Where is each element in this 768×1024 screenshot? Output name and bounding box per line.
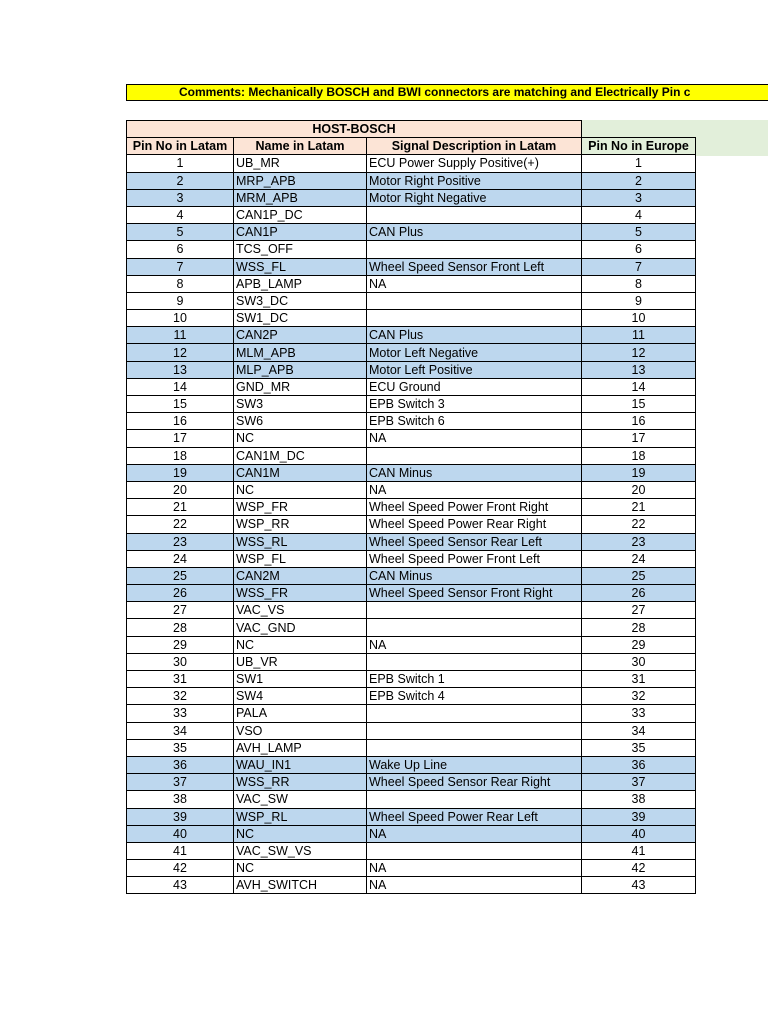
cell-pin-latam[interactable]: 29 [127,636,234,653]
table-row[interactable] [127,396,696,413]
cell-name-latam[interactable]: WSS_FR [234,585,367,602]
cell-signal-description[interactable]: Wake Up Line [367,756,582,773]
cell-pin-latam[interactable]: 16 [127,413,234,430]
table-row[interactable] [127,602,696,619]
table-row[interactable] [127,516,696,533]
cell-pin-latam[interactable]: 36 [127,756,234,773]
cell-pin-latam[interactable]: 23 [127,533,234,550]
cell-pin-europe[interactable]: 38 [582,791,696,808]
cell-signal-description[interactable]: NA [367,636,582,653]
cell-pin-latam[interactable]: 3 [127,189,234,206]
cell-signal-description[interactable] [367,241,582,258]
cell-name-latam[interactable]: MRP_APB [234,172,367,189]
cell-pin-europe[interactable]: 41 [582,842,696,859]
cell-pin-europe[interactable]: 19 [582,464,696,481]
cell-name-latam[interactable]: NC [234,481,367,498]
cell-signal-description[interactable] [367,791,582,808]
cell-pin-latam[interactable]: 4 [127,206,234,223]
column-header-signal-latam[interactable]: Signal Description in Latam [367,138,582,155]
cell-name-latam[interactable]: NC [234,636,367,653]
cell-pin-europe[interactable]: 37 [582,774,696,791]
cell-name-latam[interactable]: CAN1P [234,224,367,241]
cell-pin-europe[interactable]: 9 [582,292,696,309]
table-row[interactable] [127,481,696,498]
table-row[interactable] [127,842,696,859]
pin-mapping-table [126,120,696,894]
table-row[interactable] [127,808,696,825]
cell-signal-description[interactable] [367,602,582,619]
table-row[interactable] [127,774,696,791]
cell-pin-latam[interactable]: 1 [127,155,234,172]
cell-pin-europe[interactable]: 24 [582,550,696,567]
cell-name-latam[interactable]: CAN1M_DC [234,447,367,464]
cell-signal-description[interactable] [367,705,582,722]
table-row[interactable] [127,636,696,653]
table-row[interactable] [127,378,696,395]
cell-name-latam[interactable]: SW4 [234,688,367,705]
cell-pin-europe[interactable]: 25 [582,567,696,584]
cell-signal-description[interactable]: EPB Switch 1 [367,671,582,688]
cell-pin-latam[interactable]: 18 [127,447,234,464]
cell-name-latam[interactable]: WSS_RR [234,774,367,791]
table-row[interactable] [127,791,696,808]
cell-signal-description[interactable]: Motor Right Positive [367,172,582,189]
cell-pin-europe[interactable]: 29 [582,636,696,653]
table-row[interactable] [127,155,696,172]
cell-signal-description[interactable]: NA [367,877,582,894]
cell-pin-europe[interactable]: 18 [582,447,696,464]
cell-pin-latam[interactable]: 38 [127,791,234,808]
cell-pin-latam[interactable]: 28 [127,619,234,636]
table-body [127,155,696,894]
cell-name-latam[interactable]: TCS_OFF [234,241,367,258]
cell-signal-description[interactable]: EPB Switch 3 [367,396,582,413]
cell-signal-description[interactable] [367,310,582,327]
cell-name-latam[interactable]: VAC_SW [234,791,367,808]
cell-pin-latam[interactable]: 13 [127,361,234,378]
cell-signal-description[interactable]: NA [367,275,582,292]
table-row[interactable] [127,860,696,877]
table-row[interactable] [127,413,696,430]
cell-name-latam[interactable]: SW1 [234,671,367,688]
cell-pin-latam[interactable]: 35 [127,739,234,756]
cell-signal-description[interactable]: NA [367,481,582,498]
cell-signal-description[interactable] [367,447,582,464]
table-row[interactable] [127,585,696,602]
cell-signal-description[interactable]: EPB Switch 4 [367,688,582,705]
cell-signal-description[interactable]: Wheel Speed Power Rear Left [367,808,582,825]
cell-name-latam[interactable]: WSP_RL [234,808,367,825]
table-row[interactable] [127,292,696,309]
table-row[interactable] [127,499,696,516]
cell-signal-description[interactable]: EPB Switch 6 [367,413,582,430]
cell-signal-description[interactable]: CAN Plus [367,327,582,344]
cell-pin-latam[interactable]: 21 [127,499,234,516]
cell-pin-latam[interactable]: 7 [127,258,234,275]
cell-name-latam[interactable]: APB_LAMP [234,275,367,292]
cell-name-latam[interactable]: GND_MR [234,378,367,395]
cell-signal-description[interactable] [367,619,582,636]
cell-pin-latam[interactable]: 19 [127,464,234,481]
cell-pin-europe[interactable]: 43 [582,877,696,894]
cell-name-latam[interactable]: CAN2P [234,327,367,344]
cell-signal-description[interactable]: NA [367,860,582,877]
cell-signal-description[interactable] [367,292,582,309]
cell-pin-europe[interactable]: 7 [582,258,696,275]
cell-pin-europe[interactable]: 40 [582,825,696,842]
cell-signal-description[interactable] [367,722,582,739]
cell-signal-description[interactable]: NA [367,430,582,447]
cell-signal-description[interactable]: ECU Ground [367,378,582,395]
cell-pin-latam[interactable]: 41 [127,842,234,859]
cell-name-latam[interactable]: VAC_GND [234,619,367,636]
column-header-pin-latam[interactable]: Pin No in Latam [127,138,234,155]
cell-pin-latam[interactable]: 27 [127,602,234,619]
cell-pin-latam[interactable]: 24 [127,550,234,567]
cell-name-latam[interactable]: UB_MR [234,155,367,172]
table-row[interactable] [127,619,696,636]
cell-pin-europe[interactable]: 6 [582,241,696,258]
table-row[interactable] [127,688,696,705]
cell-pin-europe[interactable]: 28 [582,619,696,636]
cell-pin-latam[interactable]: 32 [127,688,234,705]
cell-pin-europe[interactable]: 20 [582,481,696,498]
table-row[interactable] [127,533,696,550]
cell-name-latam[interactable]: VAC_VS [234,602,367,619]
cell-pin-latam[interactable]: 15 [127,396,234,413]
table-row[interactable] [127,275,696,292]
cell-pin-latam[interactable]: 17 [127,430,234,447]
table-row[interactable] [127,671,696,688]
cell-pin-latam[interactable]: 6 [127,241,234,258]
cell-pin-europe[interactable]: 13 [582,361,696,378]
cell-pin-europe[interactable]: 12 [582,344,696,361]
table-row[interactable] [127,464,696,481]
cell-name-latam[interactable]: VAC_SW_VS [234,842,367,859]
cell-signal-description[interactable]: CAN Minus [367,567,582,584]
cell-pin-europe[interactable]: 39 [582,808,696,825]
cell-pin-latam[interactable]: 22 [127,516,234,533]
cell-signal-description[interactable]: CAN Plus [367,224,582,241]
cell-name-latam[interactable]: SW6 [234,413,367,430]
cell-name-latam[interactable]: WSP_RR [234,516,367,533]
table-row[interactable] [127,327,696,344]
cell-pin-europe[interactable]: 42 [582,860,696,877]
cell-pin-europe[interactable]: 35 [582,739,696,756]
cell-pin-latam[interactable]: 10 [127,310,234,327]
table-row[interactable] [127,344,696,361]
cell-name-latam[interactable]: UB_VR [234,653,367,670]
table-row[interactable] [127,567,696,584]
cell-pin-europe[interactable]: 22 [582,516,696,533]
cell-signal-description[interactable]: Motor Left Positive [367,361,582,378]
cell-pin-europe[interactable]: 4 [582,206,696,223]
cell-pin-europe[interactable]: 36 [582,756,696,773]
cell-pin-europe[interactable]: 21 [582,499,696,516]
cell-pin-europe[interactable]: 34 [582,722,696,739]
cell-pin-latam[interactable]: 33 [127,705,234,722]
cell-name-latam[interactable]: CAN2M [234,567,367,584]
cell-pin-europe[interactable]: 31 [582,671,696,688]
cell-pin-latam[interactable]: 20 [127,481,234,498]
table-row[interactable] [127,310,696,327]
cell-name-latam[interactable]: AVH_SWITCH [234,877,367,894]
column-header-pin-europe[interactable]: Pin No in Europe [582,138,696,155]
cell-pin-europe[interactable]: 32 [582,688,696,705]
cell-signal-description[interactable]: Motor Left Negative [367,344,582,361]
cell-pin-latam[interactable]: 5 [127,224,234,241]
cell-pin-europe[interactable]: 14 [582,378,696,395]
cell-name-latam[interactable]: NC [234,430,367,447]
cell-name-latam[interactable]: WSS_FL [234,258,367,275]
cell-pin-europe[interactable]: 17 [582,430,696,447]
cell-pin-latam[interactable]: 2 [127,172,234,189]
cell-pin-latam[interactable]: 42 [127,860,234,877]
cell-signal-description[interactable]: Wheel Speed Sensor Front Left [367,258,582,275]
cell-signal-description[interactable]: Wheel Speed Sensor Front Right [367,585,582,602]
europe-subheader-band [696,138,768,156]
cell-name-latam[interactable]: MLM_APB [234,344,367,361]
cell-pin-europe[interactable]: 23 [582,533,696,550]
table-row[interactable] [127,447,696,464]
table-row[interactable] [127,189,696,206]
cell-signal-description[interactable]: CAN Minus [367,464,582,481]
table-row[interactable] [127,206,696,223]
cell-pin-latam[interactable]: 8 [127,275,234,292]
cell-pin-latam[interactable]: 12 [127,344,234,361]
cell-signal-description[interactable]: Wheel Speed Power Front Left [367,550,582,567]
table-row[interactable] [127,877,696,894]
cell-name-latam[interactable]: AVH_LAMP [234,739,367,756]
cell-pin-europe[interactable]: 33 [582,705,696,722]
cell-name-latam[interactable]: MRM_APB [234,189,367,206]
cell-pin-europe[interactable]: 27 [582,602,696,619]
cell-pin-europe[interactable]: 10 [582,310,696,327]
cell-name-latam[interactable]: CAN1M [234,464,367,481]
table-row[interactable] [127,653,696,670]
cell-name-latam[interactable]: CAN1P_DC [234,206,367,223]
cell-pin-europe[interactable]: 15 [582,396,696,413]
cell-name-latam[interactable]: VSO [234,722,367,739]
table-row[interactable] [127,739,696,756]
cell-pin-europe[interactable]: 30 [582,653,696,670]
table-row[interactable] [127,361,696,378]
cell-pin-europe[interactable]: 16 [582,413,696,430]
table-row[interactable] [127,722,696,739]
cell-signal-description[interactable] [367,842,582,859]
cell-pin-europe[interactable]: 26 [582,585,696,602]
cell-name-latam[interactable]: WSP_FL [234,550,367,567]
cell-pin-latam[interactable]: 25 [127,567,234,584]
cell-signal-description[interactable]: ECU Power Supply Positive(+) [367,155,582,172]
cell-pin-europe[interactable]: 8 [582,275,696,292]
cell-pin-latam[interactable]: 14 [127,378,234,395]
cell-pin-latam[interactable]: 39 [127,808,234,825]
cell-pin-europe[interactable]: 11 [582,327,696,344]
column-header-name-latam[interactable]: Name in Latam [234,138,367,155]
table-row[interactable] [127,550,696,567]
cell-name-latam[interactable]: NC [234,860,367,877]
table-row[interactable] [127,430,696,447]
group-header-spacer [582,121,696,138]
cell-name-latam[interactable]: WAU_IN1 [234,756,367,773]
table-row[interactable] [127,241,696,258]
cell-signal-description[interactable]: Wheel Speed Power Rear Right [367,516,582,533]
table-row[interactable] [127,705,696,722]
comments-banner: Comments: Mechanically BOSCH and BWI connectors are matching and Electrically Pin c [126,84,768,101]
cell-pin-europe[interactable]: 5 [582,224,696,241]
cell-signal-description[interactable]: Wheel Speed Sensor Rear Left [367,533,582,550]
table-row[interactable] [127,756,696,773]
cell-name-latam[interactable]: WSP_FR [234,499,367,516]
cell-name-latam[interactable]: SW3_DC [234,292,367,309]
cell-pin-latam[interactable]: 26 [127,585,234,602]
cell-signal-description[interactable]: Wheel Speed Sensor Rear Right [367,774,582,791]
cell-pin-latam[interactable]: 34 [127,722,234,739]
cell-name-latam[interactable]: MLP_APB [234,361,367,378]
table-row[interactable] [127,224,696,241]
cell-pin-latam[interactable]: 37 [127,774,234,791]
cell-name-latam[interactable]: PALA [234,705,367,722]
cell-pin-europe[interactable]: 1 [582,155,696,172]
cell-name-latam[interactable]: SW1_DC [234,310,367,327]
cell-pin-latam[interactable]: 9 [127,292,234,309]
cell-name-latam[interactable]: WSS_RL [234,533,367,550]
cell-signal-description[interactable]: NA [367,825,582,842]
cell-pin-latam[interactable]: 11 [127,327,234,344]
cell-pin-latam[interactable]: 30 [127,653,234,670]
cell-signal-description[interactable] [367,206,582,223]
group-header-host-bosch: HOST-BOSCH [127,121,582,138]
cell-signal-description[interactable]: Motor Right Negative [367,189,582,206]
cell-name-latam[interactable]: SW3 [234,396,367,413]
table-row[interactable] [127,258,696,275]
cell-pin-europe[interactable]: 2 [582,172,696,189]
table-row[interactable] [127,825,696,842]
cell-signal-description[interactable] [367,739,582,756]
cell-name-latam[interactable]: NC [234,825,367,842]
cell-pin-latam[interactable]: 40 [127,825,234,842]
cell-signal-description[interactable] [367,653,582,670]
cell-signal-description[interactable]: Wheel Speed Power Front Right [367,499,582,516]
table-row[interactable] [127,172,696,189]
cell-pin-latam[interactable]: 31 [127,671,234,688]
cell-pin-europe[interactable]: 3 [582,189,696,206]
cell-pin-latam[interactable]: 43 [127,877,234,894]
